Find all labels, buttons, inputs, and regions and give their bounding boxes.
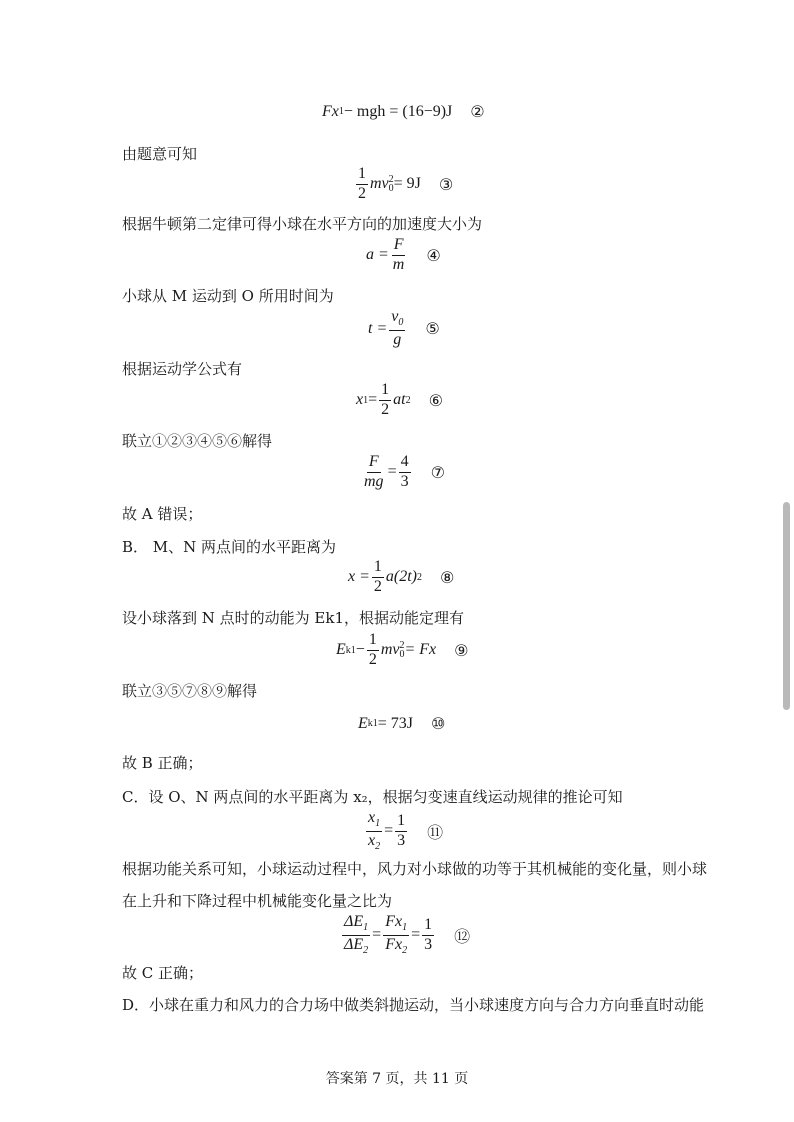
equation-12	[340, 914, 470, 956]
eq8-lhs: x =	[348, 568, 370, 586]
eq12-fraction-3	[422, 917, 434, 954]
eq12-num2: Fx	[385, 913, 403, 930]
eq12-den2sub: 2	[402, 944, 408, 956]
eq6-sub: 1	[363, 394, 369, 406]
paragraph-2: 根据牛顿第二定律可得小球在水平方向的加速度大小为	[122, 215, 483, 233]
eq3-fraction	[356, 166, 368, 203]
eq6-sup: 2	[405, 394, 411, 406]
equation-4	[366, 237, 441, 274]
eq8-num: 1	[372, 559, 384, 578]
equation-10	[358, 714, 445, 733]
eq6-tag: ⑥	[428, 390, 443, 410]
eq12-fraction-1	[342, 914, 370, 956]
eq3-num: 1	[356, 166, 368, 185]
eq9-lhs: E	[336, 641, 346, 659]
page-footer: 答案第 7 页，共 11 页	[325, 1071, 469, 1087]
eq5-tag: ⑤	[425, 319, 440, 339]
eq4-den: m	[392, 255, 405, 273]
eq12-fraction-2	[383, 914, 409, 956]
eq3-rhs: = 9J	[393, 175, 421, 193]
eq7-den2: 3	[400, 472, 409, 490]
eq9-sup: 2	[399, 640, 405, 652]
eq9-minus: −	[355, 641, 365, 659]
eq10-lhs: E	[358, 714, 368, 732]
paragraph-4: 根据运动学公式有	[122, 360, 243, 378]
eq10-tag: ⑩	[431, 714, 446, 733]
paragraph-10: 故 B 正确；	[122, 754, 203, 772]
eq12-den2: Fx	[385, 935, 403, 953]
equation-2	[322, 102, 485, 121]
equation-3	[354, 166, 453, 203]
eq6-eqs: =	[368, 391, 378, 409]
eq6-den: 2	[381, 400, 390, 418]
eq9-num: 1	[367, 632, 379, 651]
paragraph-15: D．小球在重力和风力的合力场中做类斜抛运动，当小球速度方向与合力方向垂直时动能	[122, 996, 705, 1014]
eq7-num: F	[367, 454, 381, 473]
eq11-den: x	[368, 831, 376, 849]
equation-11	[364, 810, 443, 852]
eq6-lhs: x	[356, 391, 364, 409]
eq10-sub: k1	[367, 718, 378, 729]
eq11-eqs: =	[384, 822, 394, 840]
eq7-fraction	[362, 454, 386, 491]
eq12-tag: ⑫	[454, 926, 471, 946]
eq11-num: x	[368, 809, 376, 826]
equation-9	[336, 632, 468, 669]
eq3-sub: 0	[388, 183, 394, 195]
equation-6	[356, 382, 443, 419]
paragraph-6: 故 A 错误；	[122, 505, 203, 523]
eq6-body: at	[393, 391, 406, 409]
eq7-fraction-2	[399, 454, 411, 491]
paragraph-12: 根据功能关系可知，小球运动过程中，风力对小球做的功等于其机械能的变化量，则小球	[122, 860, 708, 878]
eq8-den: 2	[373, 577, 382, 595]
equation-5	[368, 309, 440, 348]
scrollbar-thumb[interactable]	[783, 502, 790, 710]
eq11-numsub: 1	[375, 818, 381, 830]
paragraph-11: C．设 O、N 两点间的水平距离为 x₂，根据匀变速直线运动规律的推论可知	[122, 788, 623, 806]
paragraph-14: 故 C 正确；	[122, 964, 204, 982]
eq9-bsub: 0	[399, 649, 405, 661]
eq8-tag: ⑧	[440, 567, 455, 587]
eq12-numsub: 1	[363, 922, 369, 934]
eq5-lhs: t =	[368, 319, 388, 337]
eq8-body: a(2t)	[385, 568, 418, 586]
eq11-den2: 3	[397, 831, 406, 849]
eq9-body: mv	[380, 641, 400, 659]
eq5-fraction	[389, 309, 405, 348]
eq3-sup: 2	[388, 174, 394, 186]
eq4-tag: ④	[426, 245, 441, 265]
eq12-num3: 1	[422, 917, 434, 936]
eq12-num: ΔE	[344, 913, 364, 930]
eq2-lhs: Fx	[322, 102, 339, 120]
eq2-sub: 1	[338, 106, 344, 117]
eq7-num2: 4	[399, 454, 411, 473]
paragraph-7: B． M、N 两点间的水平距离为	[122, 538, 337, 556]
eq6-fraction	[379, 382, 391, 419]
eq7-tag: ⑦	[430, 462, 445, 482]
eq11-fraction	[366, 810, 382, 852]
equation-8	[348, 559, 454, 596]
eq5-num: v	[391, 308, 399, 325]
eq2-rest: − mgh = (16−9)J	[343, 102, 453, 120]
eq12-den3: 3	[424, 935, 433, 953]
eq11-densub: 2	[375, 840, 381, 852]
eq12-den: ΔE	[344, 935, 364, 953]
paragraph-5: 联立①②③④⑤⑥解得	[122, 432, 273, 450]
eq12-eqs-2: =	[411, 926, 421, 944]
eq9-fraction	[367, 632, 379, 669]
eq9-rhs: = Fx	[404, 641, 437, 659]
eq3-tag: ③	[438, 174, 454, 194]
paragraph-8: 设小球落到 N 点时的动能为 Ek1，根据动能定理有	[122, 609, 465, 627]
eq4-num: F	[392, 237, 406, 256]
eq11-num2: 1	[395, 813, 407, 832]
eq3-den: 2	[358, 184, 366, 202]
eq12-num2sub: 1	[402, 922, 408, 934]
eq2-tag: ②	[470, 102, 485, 121]
paragraph-3: 小球从 M 运动到 O 所用时间为	[122, 287, 334, 305]
eq7-den: mg	[364, 472, 384, 490]
eq9-tag: ⑨	[454, 640, 469, 660]
equation-7	[360, 454, 445, 491]
eq7-eqs: =	[387, 463, 397, 481]
eq6-num: 1	[379, 382, 391, 401]
eq11-fraction-2	[395, 813, 407, 850]
eq5-den: g	[393, 330, 402, 348]
eq3-body: mv	[370, 175, 389, 193]
eq8-sup: 2	[417, 571, 423, 583]
eq9-den: 2	[368, 650, 377, 668]
eq4-lhs: a =	[366, 246, 389, 264]
eq12-densub: 2	[363, 944, 369, 956]
eq10-rhs: = 73J	[377, 714, 414, 732]
paragraph-1: 由题意可知	[122, 145, 198, 163]
eq12-eqs-1: =	[372, 926, 382, 944]
eq11-tag: ⑪	[427, 822, 444, 842]
paragraph-13: 在上升和下降过程中机械能变化量之比为	[122, 892, 393, 910]
eq8-fraction	[372, 559, 384, 596]
paragraph-9: 联立③⑤⑦⑧⑨解得	[122, 682, 258, 700]
eq5-numsub: 0	[398, 317, 404, 329]
eq4-fraction	[391, 237, 407, 274]
eq9-sub: k1	[345, 644, 356, 656]
